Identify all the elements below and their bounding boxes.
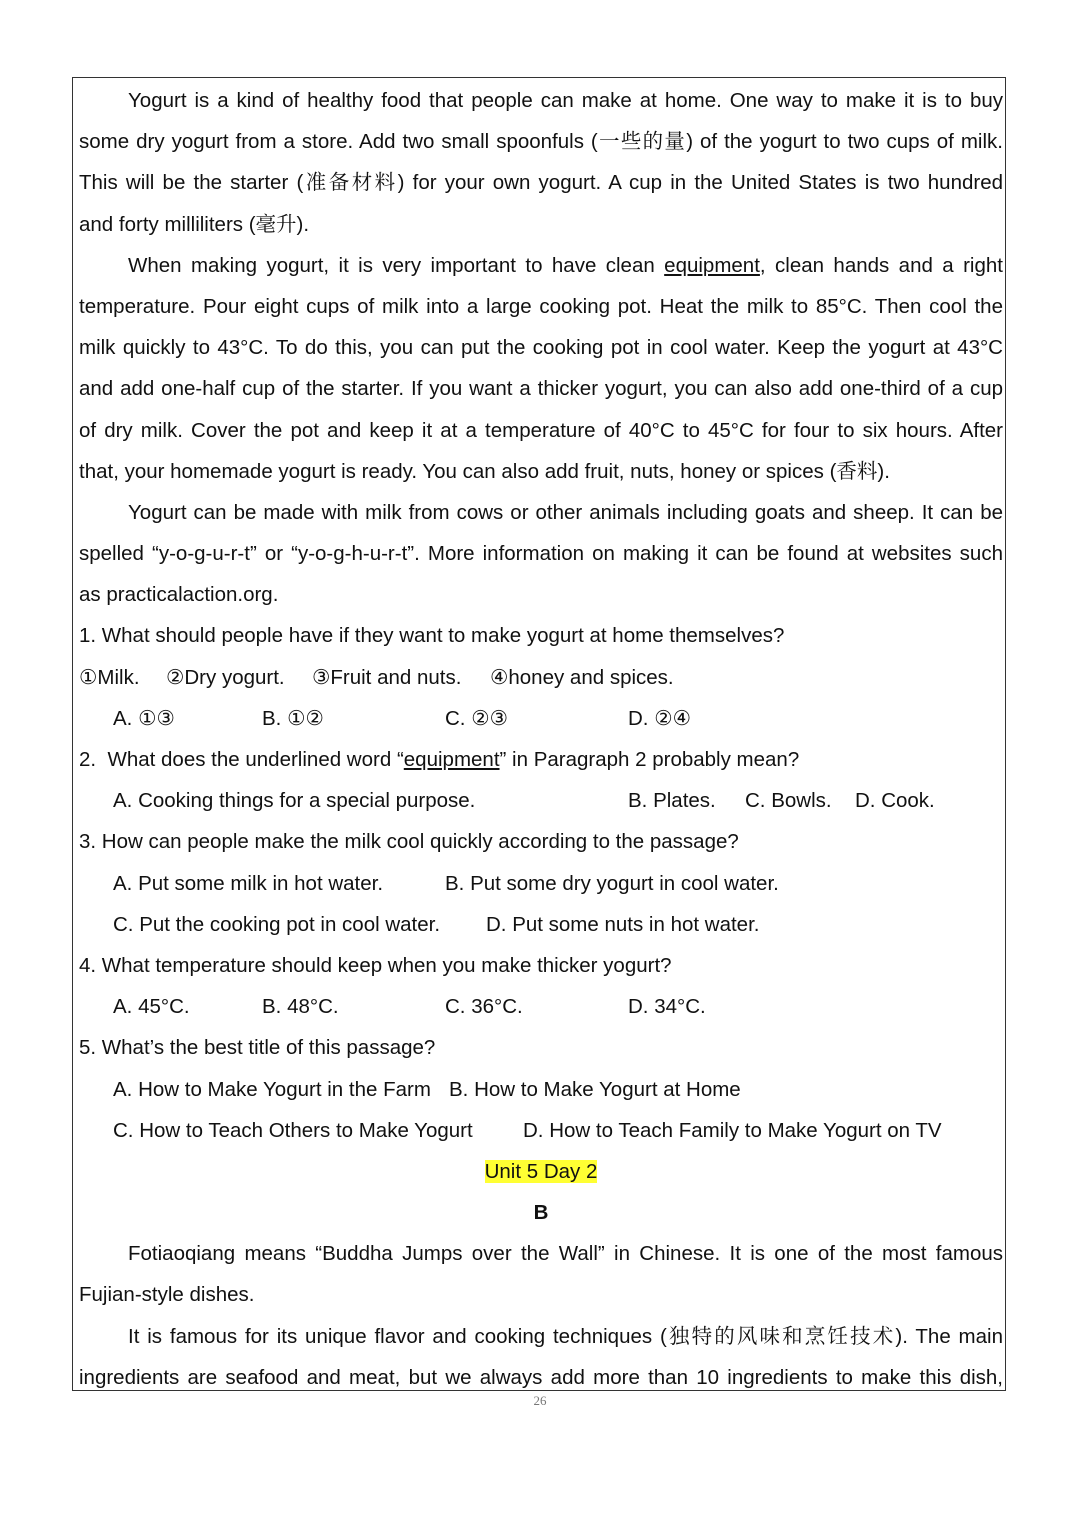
page-number: 26 [533, 1393, 547, 1408]
choice-item: ③Fruit and nuts. [312, 665, 462, 689]
text-line: spelled “y-o-g-u-r-t” or “y-o-g-h-u-r-t”. More information on making it can be found at websites such [79, 542, 1003, 566]
text-line: temperature. Pour eight cups of milk into a large cooking pot. Heat the milk to 85°C. Then cool the [79, 294, 1003, 318]
text-line: as practicalaction.org. [79, 583, 279, 607]
passage-a-paragraph-1 [79, 80, 1003, 245]
option-d[interactable]: D. How to Teach Family to Make Yogurt on TV [523, 1118, 942, 1142]
unit-heading-row [79, 1151, 1003, 1192]
passage-b-paragraph-2 [79, 1316, 1003, 1398]
question-2 [79, 739, 1003, 821]
option-d[interactable]: D. 34°C. [628, 995, 706, 1019]
text-line: and add one-half cup of the starter. If you want a thicker yogurt, you can also add one-third of a cup [79, 377, 1003, 401]
choice-items [79, 657, 1003, 698]
question-5 [79, 1027, 1003, 1151]
option-b[interactable]: B. ①② [262, 706, 324, 730]
page-content [79, 80, 1003, 1398]
question-4 [79, 945, 1003, 1027]
text-line: of dry milk. Cover the pot and keep it at a temperature of 40°C to 45°C for four to six hours. After [79, 418, 1003, 442]
option-b[interactable]: B. Plates. [628, 789, 716, 813]
answer-options [79, 698, 1003, 739]
underlined-word: equipment [403, 748, 500, 771]
text-span: When making yogurt, it is very important to have clean [128, 253, 665, 277]
answer-options [79, 986, 1003, 1027]
text-line: Fujian-style dishes. [79, 1283, 255, 1307]
passage-a-paragraph-3 [79, 492, 1003, 616]
passage-a-paragraph-2 [79, 245, 1003, 492]
answer-options [79, 780, 1003, 821]
text-line: ingredients are seafood and meat, but we always add more than 10 ingredients to make this dish, [79, 1365, 1003, 1389]
text-line [79, 245, 1003, 286]
answer-options [79, 904, 1003, 945]
text-line: It is famous for its unique flavor and cooking techniques (独特的风味和烹饪技术). The main [128, 1324, 1003, 1348]
option-c[interactable]: C. How to Teach Others to Make Yogurt [113, 1118, 473, 1142]
text-line: that, your homemade yogurt is ready. You can also add fruit, nuts, honey or spices (香料). [79, 459, 890, 483]
underlined-word: equipment [664, 253, 760, 277]
text-line: Fotiaoqiang means “Buddha Jumps over the Wall” in Chinese. It is one of the most famous [128, 1242, 1003, 1266]
option-a[interactable]: A. How to Make Yogurt in the Farm [113, 1077, 431, 1101]
question-stem: 5. What’s the best title of this passage? [79, 1036, 436, 1060]
choice-item: ①Milk. [79, 665, 140, 689]
question-stem: 1. What should people have if they want to make yogurt at home themselves? [79, 624, 785, 648]
question-stem [79, 739, 1003, 780]
answer-options [79, 863, 1003, 904]
passage-b-paragraph-1 [79, 1233, 1003, 1315]
text-line: Yogurt is a kind of healthy food that people can make at home. One way to make it is to buy [128, 89, 1003, 112]
text-line: milk quickly to 43°C. To do this, you can put the cooking pot in cool water. Keep the yogurt at 43°C [79, 336, 1003, 360]
option-d[interactable]: D. Cook. [855, 789, 935, 813]
choice-item: ④honey and spices. [490, 665, 674, 689]
option-c[interactable]: C. Bowls. [745, 789, 832, 813]
option-b[interactable]: B. Put some dry yogurt in cool water. [445, 871, 779, 895]
option-c[interactable]: C. ②③ [445, 706, 508, 730]
choice-item: ②Dry yogurt. [166, 665, 285, 689]
option-a[interactable]: A. 45°C. [113, 995, 190, 1019]
text-line: Yogurt can be made with milk from cows or other animals including goats and sheep. It can be [128, 500, 1003, 524]
text-span: ” in Paragraph 2 probably mean? [499, 748, 800, 771]
question-1 [79, 615, 1003, 739]
answer-options [79, 1110, 1003, 1151]
question-3 [79, 821, 1003, 945]
unit-heading: Unit 5 Day 2 [484, 1159, 598, 1183]
option-b[interactable]: B. How to Make Yogurt at Home [449, 1077, 741, 1101]
option-d[interactable]: D. ②④ [628, 706, 691, 730]
option-a[interactable]: A. ①③ [113, 706, 175, 730]
text-line: This will be the starter (准备材料) for your own yogurt. A cup in the United States is two hundred [79, 171, 1003, 195]
question-stem: 3. How can people make the milk cool quickly according to the passage? [79, 830, 739, 854]
option-a[interactable]: A. Put some milk in hot water. [113, 871, 384, 895]
text-line: and forty milliliters (毫升). [79, 212, 310, 236]
question-stem: 4. What temperature should keep when you make thicker yogurt? [79, 953, 672, 977]
text-line: some dry yogurt from a store. Add two small spoonfuls (一些的量) of the yogurt to two cups of milk. [79, 130, 1003, 154]
text-span: 2. What does the underlined word “ [79, 748, 404, 771]
section-label: B [533, 1201, 549, 1225]
text-span: , clean hands and a right [759, 253, 1003, 277]
option-a[interactable]: A. Cooking things for a special purpose. [113, 789, 476, 813]
option-c[interactable]: C. 36°C. [445, 995, 523, 1019]
option-d[interactable]: D. Put some nuts in hot water. [486, 912, 760, 936]
option-c[interactable]: C. Put the cooking pot in cool water. [113, 912, 441, 936]
answer-options [79, 1069, 1003, 1110]
option-b[interactable]: B. 48°C. [262, 995, 339, 1019]
